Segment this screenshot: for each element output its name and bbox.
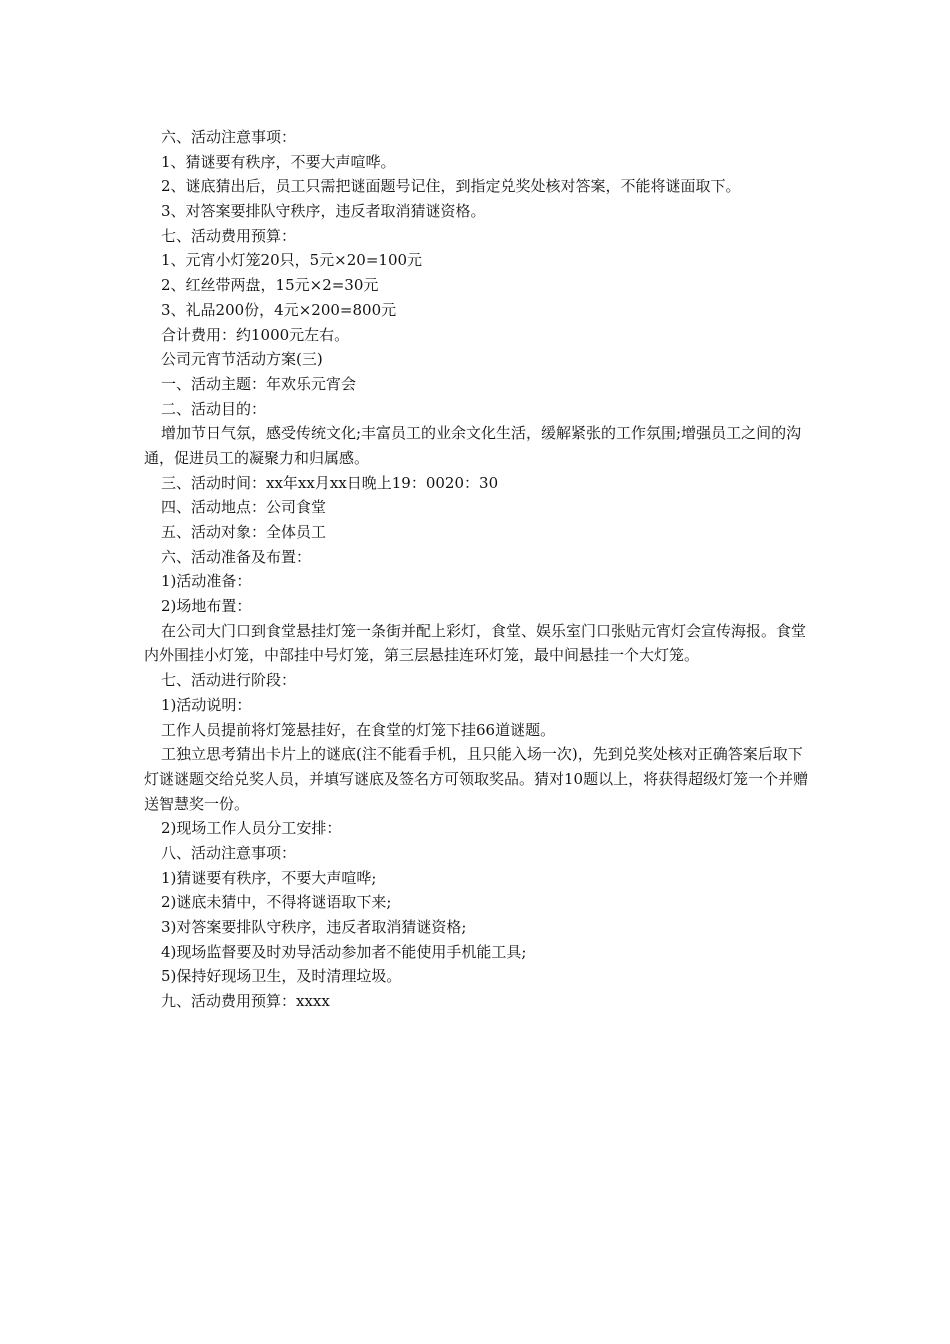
sub-heading: 1)活动说明： — [161, 695, 252, 714]
paragraph: 工独立思考猜出卡片上的谜底(注不能看手机，且只能入场一次)，先到兑奖处核对正确答案后取下灯谜谜题交给兑奖人员，并填写谜底及签名方可领取奖品。猜对10题以上，将获得超级灯笼一个并赠送智慧奖一份。 — [144, 745, 809, 813]
list-item: 3、礼品200份，4元×200=800元 — [161, 300, 397, 319]
section-heading: 二、活动目的： — [161, 399, 267, 418]
section-heading: 七、活动费用预算： — [161, 226, 297, 245]
list-item: 1、元宵小灯笼20只，5元×20=100元 — [161, 251, 423, 270]
list-item: 2)谜底未猜中，不得将谜语取下来; — [161, 893, 392, 912]
list-item: 3)对答案要排队守秩序，违反者取消猜谜资格; — [161, 918, 467, 937]
list-item: 4)现场监督要及时劝导活动参加者不能使用手机能工具; — [161, 942, 527, 961]
section-heading: 四、活动地点：公司食堂 — [161, 498, 327, 517]
list-item: 2、红丝带两盘，15元×2=30元 — [161, 276, 379, 295]
total-cost: 合计费用：约1000元左右。 — [161, 325, 350, 344]
document-body — [144, 125, 809, 1014]
sub-heading: 2)场地布置： — [161, 597, 252, 616]
list-item: 1、猜谜要有秩序，不要大声喧哗。 — [161, 152, 396, 171]
list-item: 1)猜谜要有秩序，不要大声喧哗; — [161, 868, 377, 887]
list-item: 5)保持好现场卫生，及时清理垃圾。 — [161, 967, 402, 986]
sub-heading: 1)活动准备： — [161, 572, 252, 591]
paragraph: 工作人员提前将灯笼悬挂好，在食堂的灯笼下挂66道谜题。 — [161, 720, 556, 739]
paragraph: 在公司大门口到食堂悬挂灯笼一条街并配上彩灯，食堂、娱乐室门口张贴元宵灯会宣传海报。食堂内外围挂小灯笼，中部挂中号灯笼，第三层悬挂连环灯笼，最中间悬挂一个大灯笼。 — [144, 621, 807, 665]
section-heading: 七、活动进行阶段： — [161, 671, 297, 690]
section-heading: 六、活动准备及布置： — [161, 547, 312, 566]
sub-heading: 2)现场工作人员分工安排： — [161, 819, 342, 838]
paragraph: 增加节日气氛，感受传统文化;丰富员工的业余文化生活，缓解紧张的工作氛围;增强员工之间的沟通，促进员工的凝聚力和归属感。 — [144, 424, 802, 467]
document-title: 公司元宵节活动方案(三) — [161, 350, 323, 369]
section-heading: 八、活动注意事项： — [161, 844, 297, 863]
section-heading: 五、活动对象：全体员工 — [161, 523, 327, 542]
list-item: 2、谜底猜出后，员工只需把谜面题号记住，到指定兑奖处核对答案，不能将谜面取下。 — [161, 177, 741, 196]
section-heading: 九、活动费用预算：xxxx — [161, 992, 330, 1011]
section-heading: 六、活动注意事项： — [161, 128, 297, 146]
list-item: 3、对答案要排队守秩序，违反者取消猜谜资格。 — [161, 202, 486, 221]
section-heading: 三、活动时间：xx年xx月xx日晚上19：0020：30 — [161, 473, 499, 492]
section-heading: 一、活动主题：年欢乐元宵会 — [161, 374, 357, 393]
